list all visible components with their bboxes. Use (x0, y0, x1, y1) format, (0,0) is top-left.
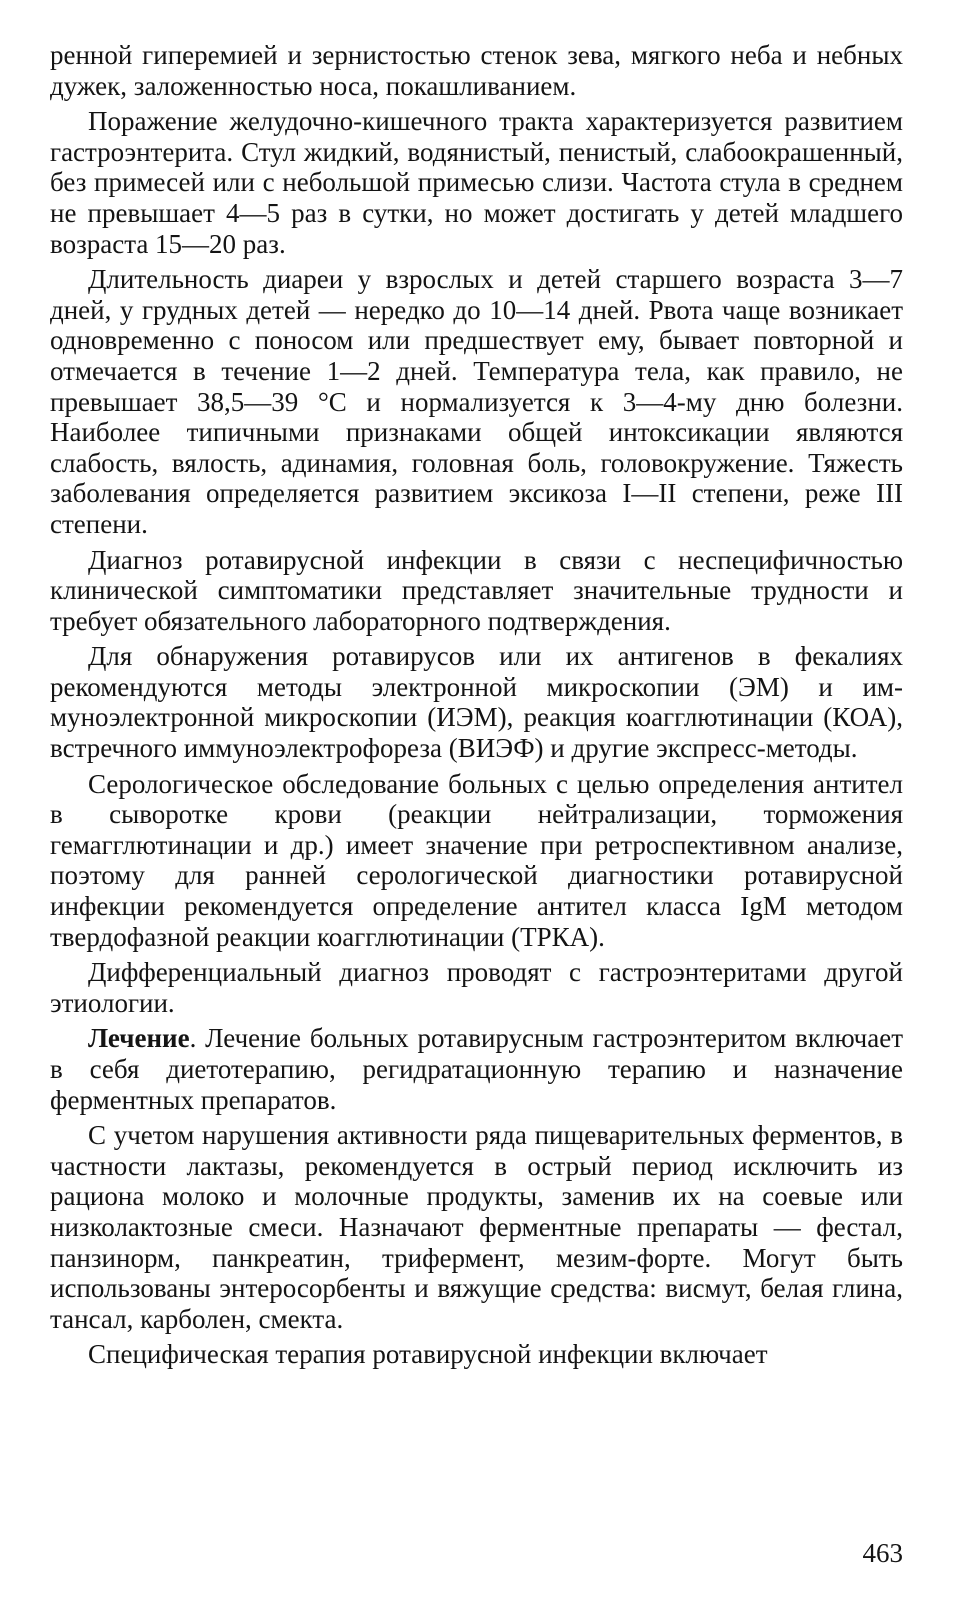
page-body (50, 40, 903, 1375)
paragraph-differential-diagnosis: Дифференциальный диагноз проводят с гастроэнтеритами другой этиологии. (50, 957, 903, 1018)
treatment-heading: Лечение (88, 1023, 190, 1054)
page-number: 463 (862, 1538, 903, 1568)
paragraph-specific-therapy: Специфическая терапия ротавирусной инфекции включает (88, 1339, 768, 1370)
paragraph-treatment (50, 1023, 903, 1115)
treatment-text: . Лечение больных ротавирусным гастроэнтеритом включает в себя диетотерапию, регидратационную терапию и назначение ферментных препаратов. (50, 1023, 903, 1115)
paragraph-diagnosis: Диагноз ротавирусной инфекции в связи с неспецифичностью клинической симптоматики представляет значительные трудности и требует обязательного лабораторного подтверждения. (50, 544, 903, 636)
paragraph-continuation: ренной гиперемией и зернистостью стенок зева, мягкого неба и небных дужек, заложенностью носа, покашливанием. (50, 40, 903, 101)
paragraph-enzymes: С учетом нарушения активности ряда пищеварительных ферментов, в частности лактазы, рекомендуется в острый период исключить из рациона молоко и молочные продукты, заменив их на соевые или низколактозные смеси. Назначают ферментные препараты — фестал, панзинорм, панкреатин, трифермент, мезим-форте. Могут быть использованы энтеросорбенты и вяжущие средства: висмут, белая глина, тансал, карболен, смекта. (50, 1120, 903, 1334)
paragraph-gastrointestinal: Поражение желудочно-кишечного тракта характеризуется развитием гастроэнтерита. Стул жидкий, водянистый, пенистый, слабоокрашенный, без примесей или с небольшой примесью слизи. Частота стула в среднем не превышает 4—5 раз в сутки, но может достигать у детей младшего возраста 15—20 раз. (50, 106, 903, 259)
paragraph-serology: Серологическое обследование больных с целью определения антител в сыворотке крови (реакции нейтрализации, торможения гемагглютинации и др.) имеет значение при ретроспективном анализе, поэтому для ранней серологической диагностики ротавирусной инфекции рекомендуется определение антител класса IgM методом твердофазной реакции коагглютинации (ТРКА). (50, 768, 903, 952)
paragraph-diarrhea-duration: Длительность диареи у взрослых и детей старшего возраста 3—7 дней, у грудных детей — нередко до 10—14 дней. Рвота чаще возникает одновременно с поносом или предшествует ему, бывает повторной и отмечается в течение 1—2 дней. Температура тела, как правило, не превышает 38,5—39 °С и нормализуется к 3—4-му дню болезни. Наиболее типичными признаками общей интоксикации являются слабость, вялость, адинамия, головная боль, головокружение. Тяжесть заболевания определяется развитием эксикоза I—II степени, реже III степени. (50, 264, 903, 539)
paragraph-detection-methods: Для обнаружения ротавирусов или их антигенов в фекалиях рекомендуются методы электронной микроскопии (ЭМ) и иммуноэлектронной микроскопии (ИЭМ), реакция коагглютинации (КОА), встречного иммуноэлектрофореза (ВИЭФ) и другие экспресс-методы. (50, 641, 903, 764)
